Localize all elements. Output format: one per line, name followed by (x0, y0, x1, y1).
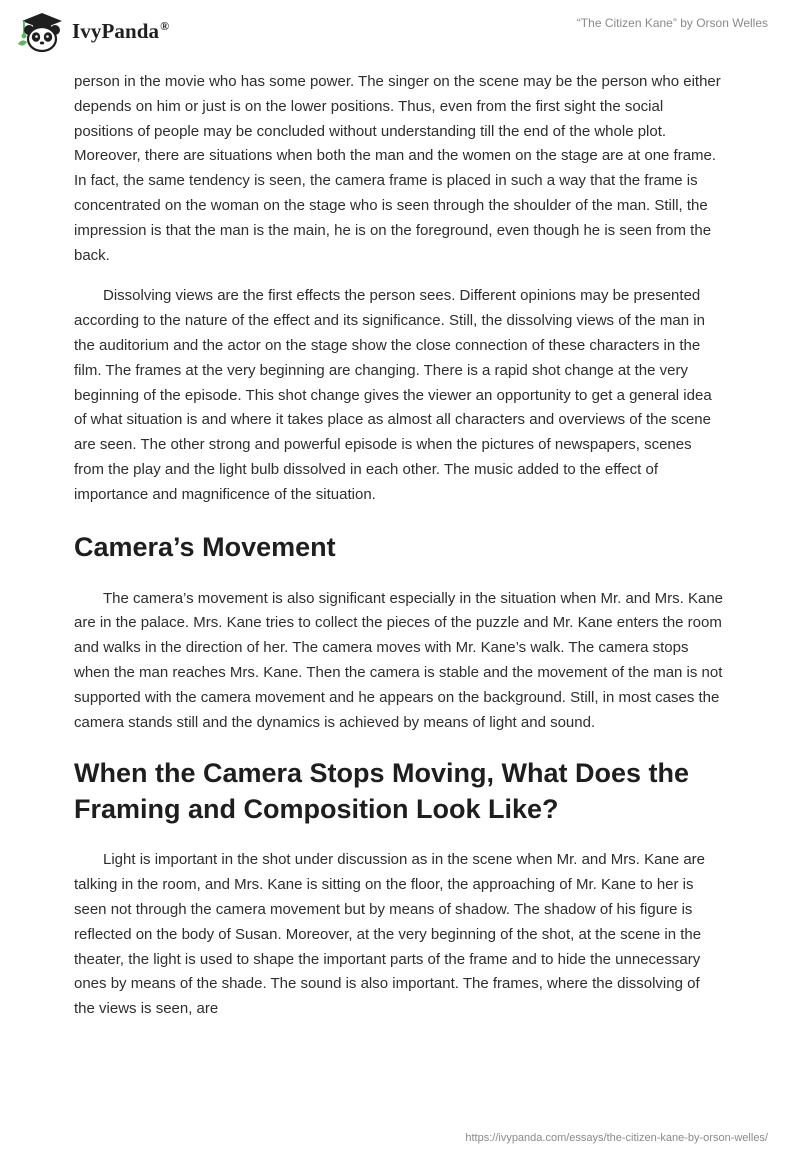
paragraph-dissolving-views: Dissolving views are the first effects the person sees. Different opinions may be presented according to the nature of the effect and its significance. Still, the dissolving views of the man in the auditorium and the actor on the stage show the close connection of these characters in the film. The frames at the very beginning are changing. There is a rapid shot change at the very beginning of the episode. This shot change gives the viewer an opportunity to get a general idea of what situation is and where it takes place as almost all characters and overviews of the scene are seen. The other strong and powerful episode is when the pictures of newspapers, scenes from the play and the light bulb dissolved in each other. The music added to the effect of importance and magnificence of the situation. (74, 287, 712, 503)
essay-content (74, 70, 724, 1022)
brand-name: IvyPanda® (72, 18, 170, 43)
ivypanda-logo[interactable] (14, 8, 169, 54)
source-url[interactable]: https://ivypanda.com/essays/the-citizen-kane-by-orson-welles/ (465, 1132, 768, 1144)
section-heading-camera-movement: Camera’s Movement (74, 531, 336, 562)
panda-graduate-icon (14, 8, 66, 54)
registered-mark: ® (160, 18, 170, 33)
paragraph-continued: person in the movie who has some power. The singer on the scene may be the person who either depends on him or just is on the lower positions. Thus, even from the first sight the social positions of people may be concluded without understanding till the end of the whole plot. Moreover, there are situations when both the man and the women on the stage are at one frame. In fact, the same tendency is seen, the camera frame is placed in such a way that the frame is concentrated on the woman on the stage who is seen through the shoulder of the man. Still, the impression is that the man is the main, he is on the foreground, even though he is seen from the back. (74, 73, 721, 264)
section-heading-framing-composition: When the Camera Stops Moving, What Does the Framing and Composition Look Like? (74, 758, 690, 825)
document-title: “The Citizen Kane” by Orson Welles (576, 16, 768, 30)
paragraph-light-sound: Light is important in the shot under discussion as in the scene when Mr. and Mrs. Kane are talking in the room, and Mrs. Kane is sitting on the floor, the approaching of Mr. Kane to her is seen not through the camera movement but by means of shadow. The shadow of his figure is reflected on the body of Susan. Moreover, at the very beginning of the shot, at the scene in the theater, the light is used to shape the important parts of the frame and to hide the unnecessary ones by means of the shade. The sound is also important. The frames, where the dissolving of the views is seen, are (74, 851, 705, 1018)
paragraph-camera-movement: The camera’s movement is also significant especially in the situation when Mr. and Mrs. Kane are in the palace. Mrs. Kane tries to collect the pieces of the puzzle and Mr. Kane enters the room and walks in the direction of her. The camera moves with Mr. Kane’s walk. The camera stops when the man reaches Mrs. Kane. Then the camera is stable and the movement of the man is not supported with the camera movement and he appears on the background. Still, in most cases the camera stands still and the dynamics is achieved by means of light and sound. (74, 589, 724, 731)
